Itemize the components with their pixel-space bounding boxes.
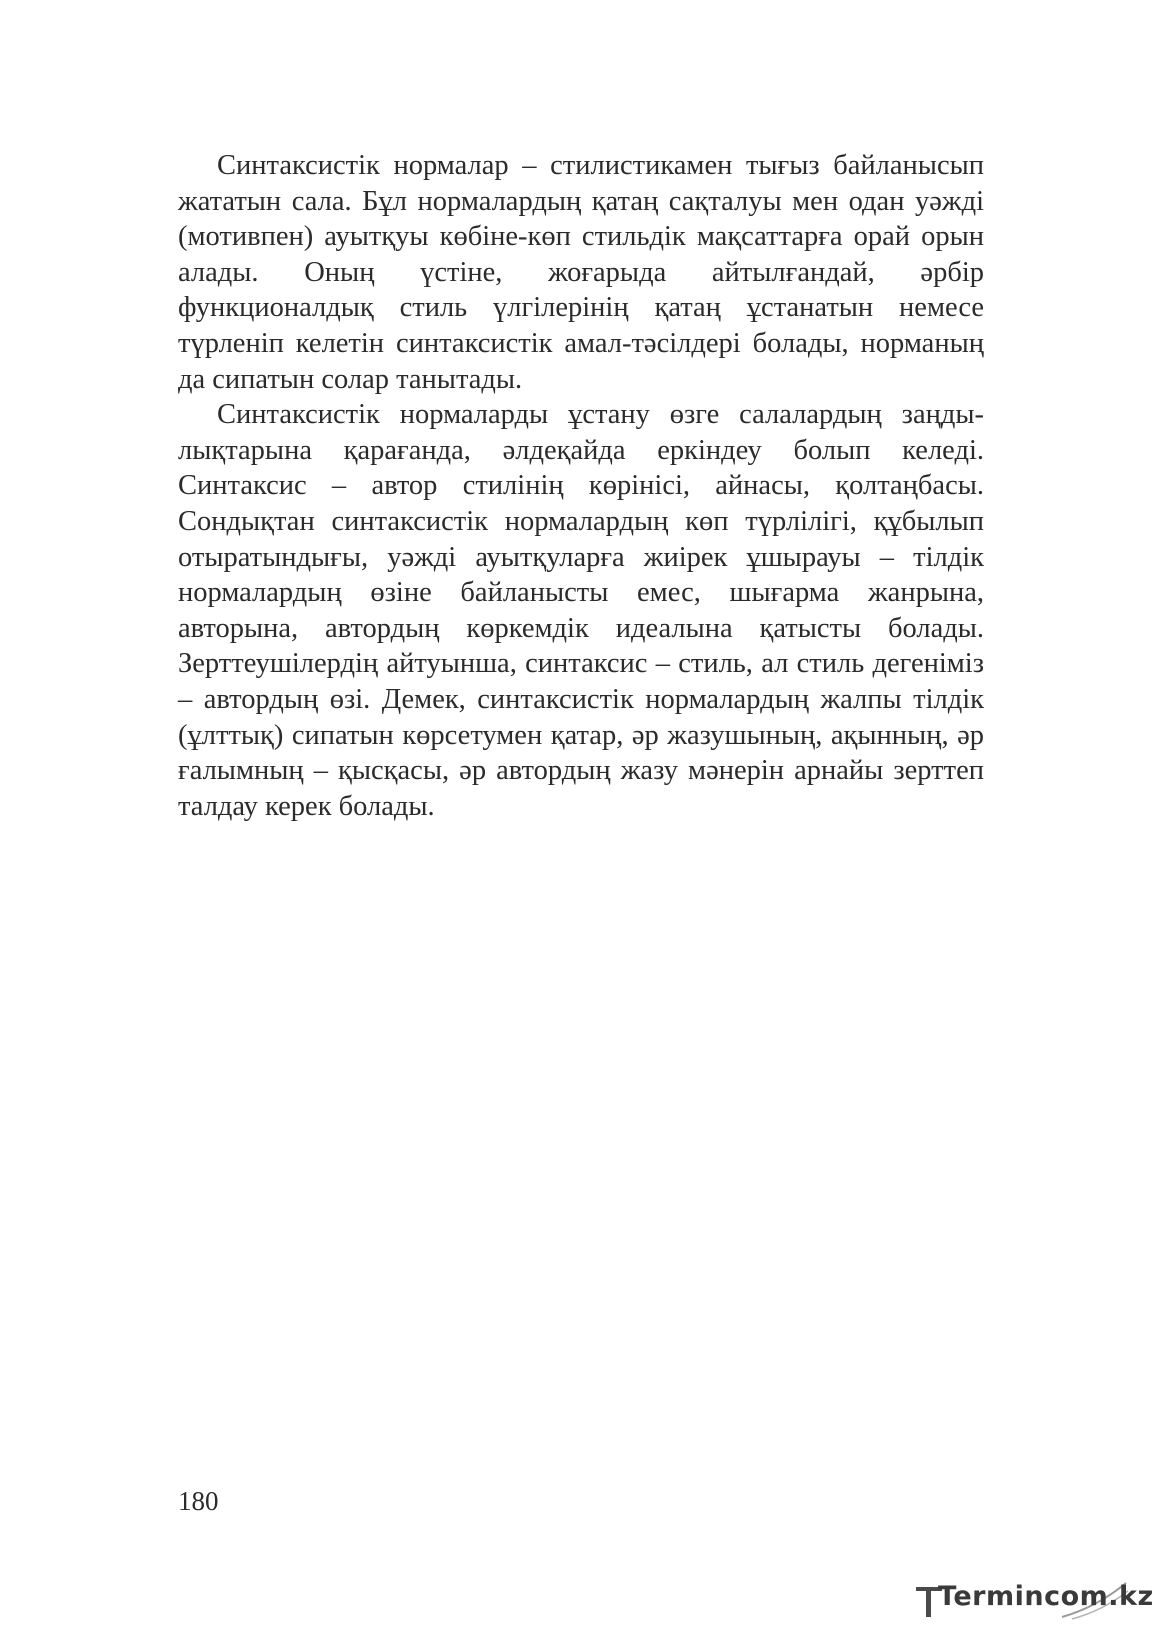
paragraph-2: Синтаксистік нормаларды ұстану өзге салалардың заңдылықтарына қарағанда, әлдеқайда еркіндеу болып келеді. Синтаксис – автор стилінің көрінісі, айнасы, қолтаңбасы. Сондықтан синтаксистік нормалардың көп түрлілігі, құбылып отыратындығы, уәжді ауытқуларға жиірек ұшырауы – тілдік нормалардың өзіне байланысты емес, шығарма жанрына, авторына, автордың көркемдік идеалына қатысты болады. Зерттеушілердің айтуынша, синтаксис – стиль, ал стиль дегеніміз – автордың өзі. Демек, синтаксистік нормалардың жалпы тілдік (ұлттық) сипатын көрсетумен қатар, әр жазушының, ақынның, әр ғалымның – қысқасы, әр автордың жазу мәнерін арнайы зерттеп талдау керек болады. <box>178 399 984 822</box>
watermark-text: Termincom.kz <box>938 1581 1154 1612</box>
body-text <box>178 148 984 824</box>
paragraph-1: Синтаксистік нормалар – стилистикамен тығыз байланысып жататын сала. Бұл нормалардың қатаң сақталуы мен одан уәжді (мотивпен) ауытқуы көбіне-көп стильдік мақсаттарға орай орын алады. Оның үстіне, жоғарыда айтылғандай, әрбір функционалдық стиль үлгілерінің қатаң ұстанатын немесе түрленіп келетін синтаксистік амал-тәсілдері болады, норманың да сипатын солар танытады. <box>178 150 984 395</box>
watermark-logo <box>912 1577 1154 1621</box>
page-number: 180 <box>178 1486 219 1516</box>
